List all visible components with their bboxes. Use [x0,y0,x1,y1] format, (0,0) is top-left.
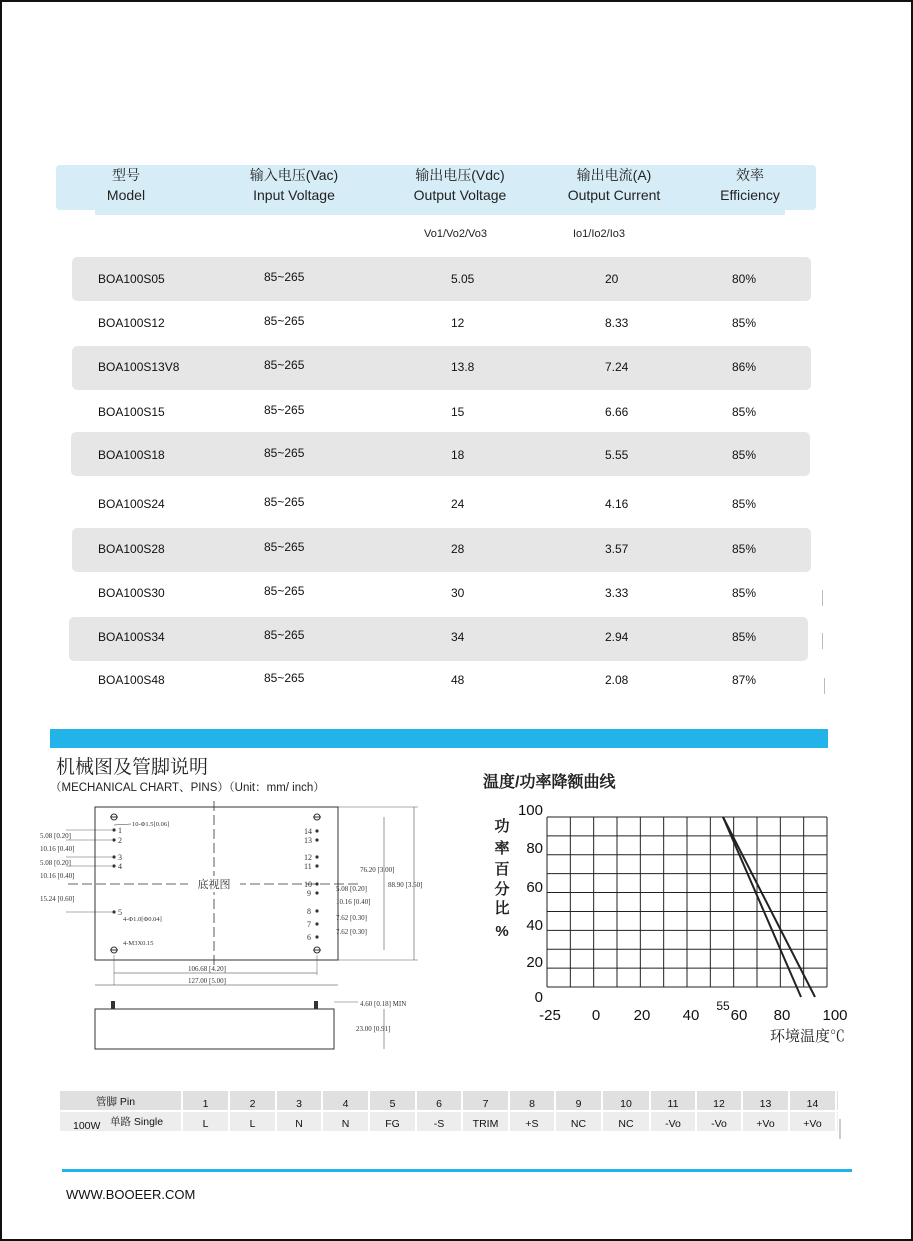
svg-text:76.20 [3.00]: 76.20 [3.00] [360,866,395,874]
cell-input-voltage: 85~265 [264,314,305,328]
x-tick-label: 60 [730,1007,748,1024]
mechanical-drawing [38,795,458,1057]
chart-ylabel [494,818,509,940]
svg-text:10.16 [0.40]: 10.16 [0.40] [336,898,371,906]
pin-function: N [341,1118,350,1130]
chart-x-ticks [539,999,847,1024]
svg-text:15.24 [0.60]: 15.24 [0.60] [40,895,75,903]
cell-output-current: 2.94 [605,630,629,644]
pin-header-label: 管脚 Pin [96,1096,136,1108]
svg-text:127.00 [5.00]: 127.00 [5.00] [188,977,226,985]
header-input-voltage: 输入电压(Vac) Input Voltage [249,167,339,203]
cell-efficiency: 85% [732,405,757,419]
cell-output-voltage: 28 [451,542,465,556]
x-tick-label: 0 [591,1007,601,1024]
svg-text:88.90 [3.50]: 88.90 [3.50] [388,881,423,889]
cell-input-voltage: 85~265 [264,540,305,554]
cell-output-current: 5.55 [605,448,629,462]
x-tick-label: 40 [682,1007,700,1024]
cell-efficiency: 87% [732,673,757,687]
cell-efficiency: 86% [732,360,757,374]
header-output-voltage: 输出电压(Vdc) Output Voltage [413,167,507,203]
cell-output-voltage: 24 [451,497,465,511]
row-shade [71,432,810,476]
cell-output-voltage: 12 [451,316,465,330]
row-shade [72,528,811,572]
pin-function: TRIM [472,1118,499,1130]
cell-output-current: 8.33 [605,316,629,330]
cell-model: BOA100S34 [98,630,165,644]
y-tick-label: 20 [526,954,543,971]
svg-text:3: 3 [118,853,122,862]
row-shade [69,617,808,661]
header-efficiency: 效率 Efficiency [720,167,780,203]
pin-number: 13 [759,1098,772,1110]
pin-number: 7 [482,1098,489,1110]
pin-number: 8 [529,1098,535,1110]
table-header-background-lower [95,205,785,215]
cell-output-current: 7.24 [605,360,629,374]
cell-model: BOA100S12 [98,316,165,330]
footer-divider [62,1169,852,1172]
cell-output-current: 2.08 [605,673,629,687]
y-tick-label: 40 [526,917,543,934]
cell-output-voltage: 30 [451,586,465,600]
pin-number: 12 [713,1098,725,1110]
svg-text:7: 7 [307,920,311,929]
cell-output-voltage: 15 [451,405,465,419]
svg-text:7.62 [0.30]: 7.62 [0.30] [336,928,367,936]
edge-tick [822,633,823,649]
x-tick-label: -25 [539,1007,561,1024]
svg-text:23.00 [0.91]: 23.00 [0.91] [356,1025,391,1033]
cell-model: BOA100S24 [98,497,165,511]
cell-efficiency: 80% [732,272,757,286]
cell-efficiency: 85% [732,316,757,330]
svg-text:功率百分比%: 功率百分比% [494,818,510,940]
cell-model: BOA100S13V8 [98,360,180,374]
subheader-voltage: Vo1/Vo2/Vo3 [424,228,488,240]
cell-output-current: 4.16 [605,497,629,511]
pin-number: 1 [202,1098,209,1110]
pin-number: 2 [249,1098,256,1110]
module-side-view [95,1009,334,1049]
section-divider-band [50,729,828,748]
cell-output-voltage: 18 [451,448,465,462]
cell-model: BOA100S30 [98,586,165,600]
x-tick-label: 80 [773,1007,791,1024]
svg-text:6: 6 [307,933,311,942]
cell-output-current: 6.66 [605,405,629,419]
cell-output-current: 20 [605,272,619,286]
svg-text:10: 10 [304,880,312,889]
edge-tick [824,678,825,694]
row-shade [72,257,811,301]
svg-text:4-M3X0.15: 4-M3X0.15 [123,940,154,947]
cell-output-voltage: 13.8 [451,360,475,374]
pin-function: +S [525,1118,539,1130]
header-output-current: 输出电流(A) Output Current [567,167,661,203]
pin-function: L [249,1118,256,1130]
pin-row-label: 单路 Single [110,1116,164,1128]
pin-function: +Vo [803,1118,822,1130]
pin-table [58,1089,843,1139]
pin-function: NC [618,1118,634,1130]
cell-input-voltage: 85~265 [264,270,305,284]
pin-number: 14 [806,1098,819,1110]
mechanical-subtitle: （MECHANICAL CHART、PINS）（Unit：mm/ inch） [50,782,325,794]
cell-input-voltage: 85~265 [264,358,305,372]
cell-efficiency: 85% [732,542,757,556]
cell-model: BOA100S05 [98,272,165,286]
cell-efficiency: 85% [732,448,757,462]
svg-text:5.08 [0.20]: 5.08 [0.20] [40,832,71,840]
svg-text:9: 9 [307,889,311,898]
y-tick-label: 60 [526,879,543,896]
svg-text:10.16 [0.40]: 10.16 [0.40] [40,872,75,880]
svg-text:13: 13 [304,836,312,845]
pin-row-power: 100W [73,1120,101,1132]
pin-number: 11 [667,1098,679,1110]
cell-output-voltage: 34 [451,630,465,644]
pin-number: 4 [342,1098,349,1110]
edge-tick [822,590,823,606]
pin-number: 10 [620,1098,632,1110]
cell-model: BOA100S28 [98,542,165,556]
cell-efficiency: 85% [732,497,757,511]
derating-chart [480,795,880,1050]
cell-input-voltage: 85~265 [264,495,305,509]
cell-input-voltage: 85~265 [264,584,305,598]
pin-function: NC [570,1118,587,1130]
svg-text:5: 5 [118,908,122,917]
subheader-current: Io1/Io2/Io3 [573,228,625,240]
pin-function: +Vo [756,1118,775,1130]
cell-input-voltage: 85~265 [264,671,305,685]
svg-text:14: 14 [304,827,312,836]
chart-title: 温度/功率降额曲线 [483,774,616,791]
cell-efficiency: 85% [732,630,757,644]
chart-y-ticks [518,802,543,1006]
header-model: 型号 Model [106,167,146,203]
svg-text:10.16 [0.40]: 10.16 [0.40] [40,845,75,853]
cell-efficiency: 85% [732,586,757,600]
cell-output-voltage: 48 [451,673,465,687]
svg-text:106.68 [4.20]: 106.68 [4.20] [188,965,226,973]
row-shade [72,346,811,390]
pin-number: 9 [575,1098,582,1110]
x-tick-label: 100 [822,1007,848,1024]
cell-output-current: 3.33 [605,586,629,600]
svg-text:4-Φ1.0[Φ0.04]: 4-Φ1.0[Φ0.04] [123,916,162,923]
bottom-view-label: 底视图 [197,879,231,891]
svg-text:4: 4 [118,862,122,871]
svg-text:1: 1 [118,826,122,835]
cell-input-voltage: 85~265 [264,628,305,642]
y-tick-label: 0 [534,989,543,1006]
cell-input-voltage: 85~265 [264,446,305,460]
x-tick-label: 55 [716,999,730,1013]
svg-text:8: 8 [307,907,311,916]
pin-number: 5 [389,1098,396,1110]
pin-number: 3 [296,1098,302,1110]
derating-segment [723,817,815,997]
cell-input-voltage: 85~265 [264,403,305,417]
x-tick-label: 20 [633,1007,651,1024]
svg-text:10-Φ1.5[0.06]: 10-Φ1.5[0.06] [132,821,170,828]
pin-function: FG [385,1118,400,1130]
svg-text:7.62 [0.30]: 7.62 [0.30] [336,914,367,922]
pin-number: 6 [436,1098,442,1110]
cell-model: BOA100S18 [98,448,165,462]
svg-text:5.08 [0.20]: 5.08 [0.20] [40,859,71,867]
cell-output-voltage: 5.05 [451,272,475,286]
pin-function: -S [433,1118,445,1130]
footer-website: WWW.BOOEER.COM [66,1187,196,1202]
derating-line [723,817,801,997]
svg-text:4.60 [0.18] MIN: 4.60 [0.18] MIN [360,1000,407,1008]
svg-text:2: 2 [118,836,122,845]
cell-model: BOA100S48 [98,673,165,687]
cell-model: BOA100S15 [98,405,165,419]
pin-function: L [202,1118,209,1130]
svg-text:5.08 [0.20]: 5.08 [0.20] [336,885,367,893]
mechanical-title: 机械图及管脚说明 [56,757,209,778]
svg-text:11: 11 [304,862,312,871]
y-tick-label: 100 [517,802,543,819]
svg-text:12: 12 [304,853,312,862]
y-tick-label: 80 [526,840,543,857]
pin-function: -Vo [665,1118,681,1130]
cell-output-current: 3.57 [605,542,629,556]
pin-function: N [295,1118,303,1130]
pin-function: -Vo [711,1118,727,1130]
chart-xlabel: 环境温度℃ [770,1028,846,1045]
